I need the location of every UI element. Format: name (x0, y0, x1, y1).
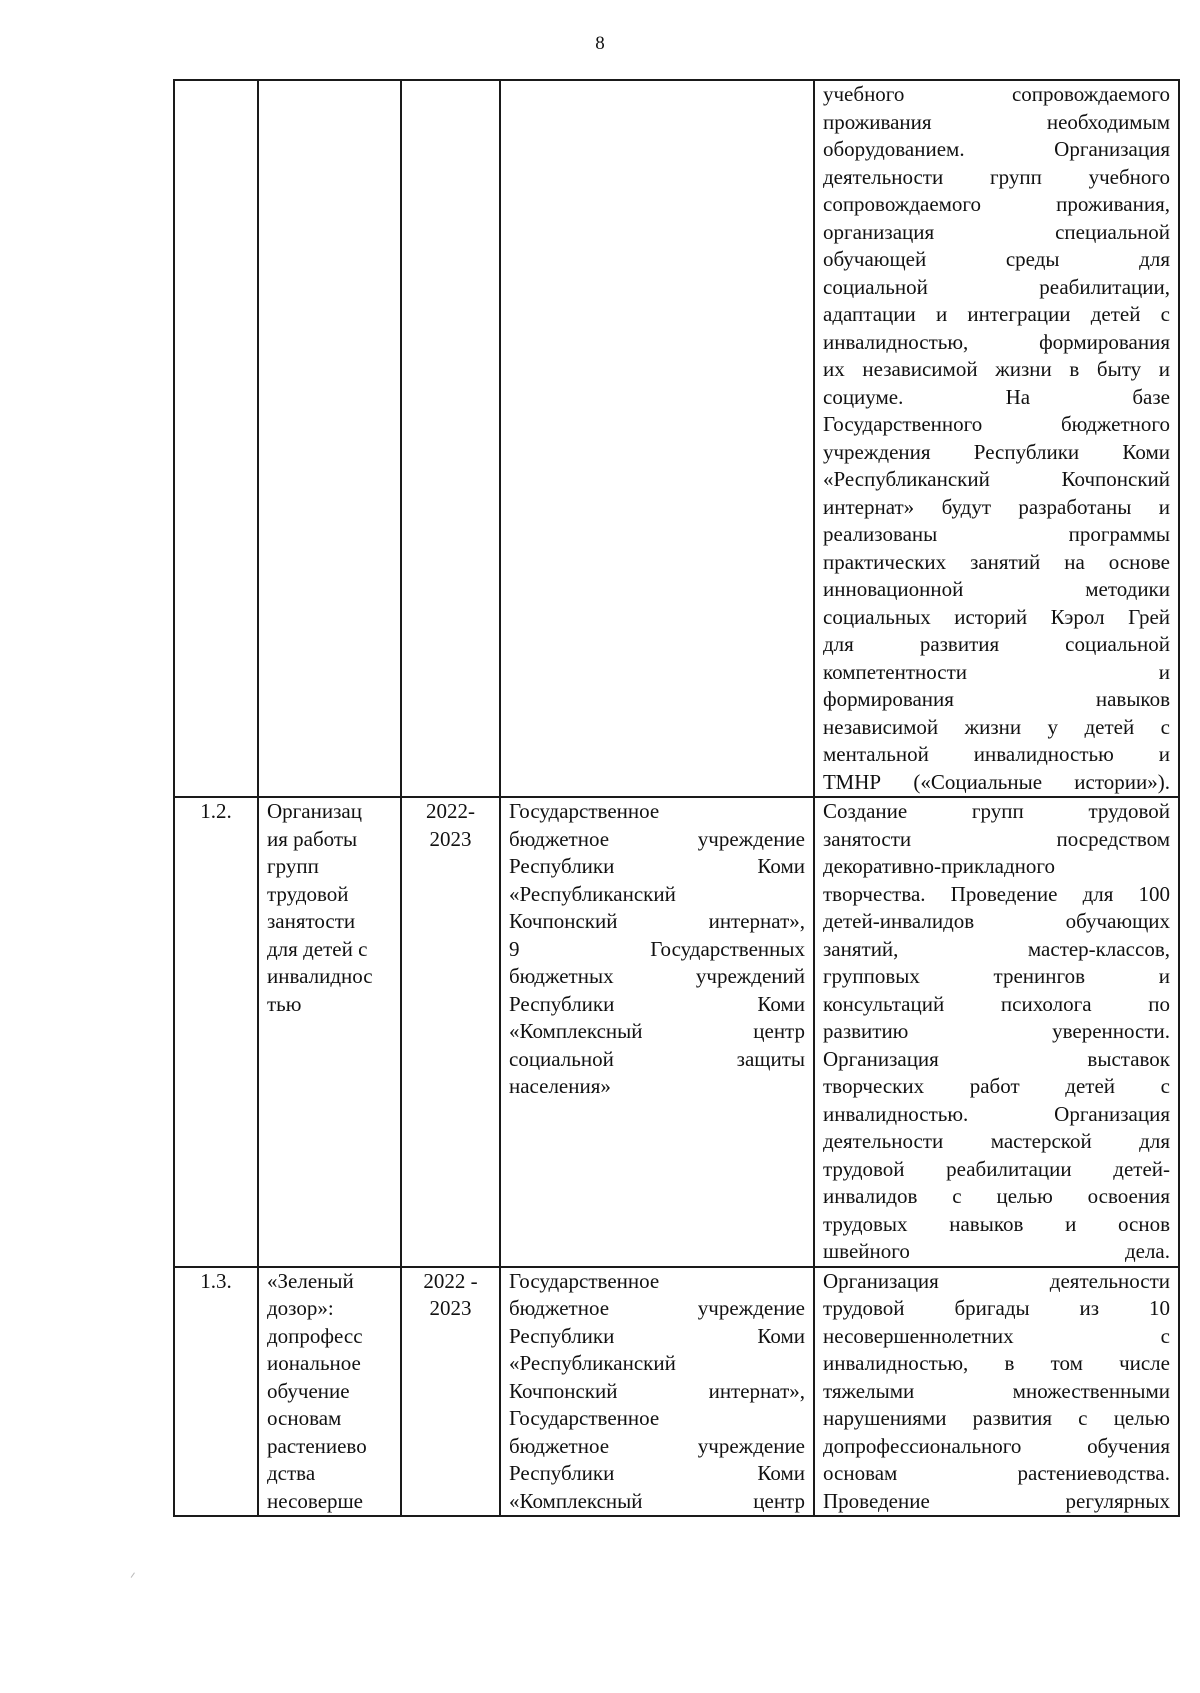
cell-line: социуме. На базе (823, 384, 1170, 409)
period-cell (401, 1267, 500, 1517)
cell-line: детей-инвалидов обучающих (823, 909, 1170, 933)
cell-line: дства (267, 1461, 316, 1485)
cell-line: растениево (267, 1433, 367, 1458)
cell-line: Республики Коми (509, 991, 805, 1016)
period-cell (401, 797, 500, 1267)
cell-line: социальной реабилитации, (823, 274, 1170, 299)
cell-line: «Республиканский (509, 881, 676, 906)
cell-line: адаптации и интеграции детей с (823, 302, 1170, 326)
cell-line: групп (267, 854, 319, 878)
cell-line: допрофессионального обучения (823, 1433, 1170, 1458)
cell-line: «Республиканский (509, 1351, 676, 1375)
cell-line: реализованы программы (823, 522, 1170, 546)
cell-line: бюджетное учреждение (509, 1433, 805, 1458)
plan-table-body (174, 80, 1179, 1516)
cell-line: учреждения Республики Коми (823, 439, 1170, 464)
cell-line: творчества. Проведение для 100 (823, 881, 1170, 906)
cell-line: бюджетное учреждение (509, 826, 805, 851)
cell-line: основам (267, 1406, 342, 1430)
cell-line: тью (267, 991, 302, 1016)
table-row (174, 80, 1179, 797)
cell-line: Государственное (509, 1406, 660, 1430)
cell-line: 9 Государственных (509, 936, 805, 961)
executors-cell (500, 797, 814, 1267)
cell-line: инновационной методики (823, 577, 1170, 601)
cell-line: практических занятий на основе (823, 549, 1170, 574)
period-cell (401, 80, 500, 797)
cell-line: ТМНР («Социальные истории»). (823, 769, 1170, 794)
event-cell (258, 797, 401, 1267)
cell-line: интернат» будут разработаны и (823, 494, 1170, 519)
cell-line: иональное (267, 1351, 361, 1375)
cell-line: Создание групп трудовой (823, 799, 1170, 823)
cell-line: тяжелыми множественными (823, 1378, 1170, 1403)
cell-line: деятельности групп учебного (823, 164, 1170, 189)
result-cell (814, 797, 1179, 1267)
cell-line: Организац (267, 799, 362, 823)
table-row (174, 797, 1179, 1267)
result-cell (814, 80, 1179, 797)
executors-cell (500, 80, 814, 797)
cell-line: трудовой (267, 881, 349, 906)
cell-line: дозор»: (267, 1296, 334, 1320)
cell-line: Кочпонский интернат», (509, 909, 805, 933)
cell-line: бюджетное учреждение (509, 1296, 805, 1320)
cell-line: для развития социальной (823, 632, 1170, 656)
cell-line: швейного дела. (823, 1239, 1170, 1263)
cell-line: ия работы (267, 826, 358, 851)
cell-line: организация специальной (823, 219, 1170, 244)
cell-line: инвалидностью, формирования (823, 329, 1170, 354)
cell-line: несовершеннолетних с (823, 1323, 1170, 1348)
cell-line: компетентности и (823, 659, 1170, 684)
cell-line: инвалидностью. Организация (823, 1101, 1170, 1126)
cell-line: основам растениеводства. (823, 1461, 1170, 1485)
cell-line: «Комплексный центр (509, 1488, 805, 1513)
cell-line: трудовых навыков и основ (823, 1211, 1170, 1236)
cell-line: «Зеленый (267, 1268, 354, 1293)
cell-line: Государственное (509, 1268, 660, 1293)
cell-line: ментальной инвалидностью и (823, 742, 1170, 766)
cell-line: Государственное (509, 799, 660, 823)
table-row (174, 1267, 1179, 1517)
cell-line: Кочпонский интернат», (509, 1378, 805, 1403)
cell-line: обучающей среды для (823, 247, 1170, 271)
cell-line: формирования навыков (823, 687, 1170, 711)
plan-table (173, 79, 1180, 1517)
cell-line: Организация деятельности (823, 1268, 1170, 1293)
cell-line: 2023 (429, 1296, 472, 1320)
cell-line: обучение (267, 1378, 350, 1403)
cell-line: групповых тренингов и (823, 964, 1170, 988)
cell-line: Республики Коми (509, 1461, 805, 1485)
cell-line: творческих работ детей с (823, 1074, 1170, 1098)
row-number-cell (174, 80, 258, 797)
cell-line: Республики Коми (509, 854, 805, 878)
result-cell (814, 1267, 1179, 1517)
row-number-cell: 1.2. (174, 797, 258, 1267)
cell-line: оборудованием. Организация (823, 137, 1170, 161)
event-cell (258, 80, 401, 797)
cell-line: 2022 - (423, 1268, 478, 1293)
cell-line: сопровождаемого проживания, (823, 192, 1170, 216)
cell-line: трудовой реабилитации детей- (823, 1156, 1170, 1181)
cell-line: Государственного бюджетного (823, 412, 1170, 436)
cell-line: социальной защиты (509, 1046, 805, 1071)
executors-cell (500, 1267, 814, 1517)
cell-line: трудовой бригады из 10 (823, 1296, 1170, 1320)
cell-line: развитию уверенности. (823, 1019, 1170, 1043)
cell-line: занятости посредством (823, 826, 1170, 851)
cell-line: деятельности мастерской для (823, 1129, 1170, 1153)
cell-line: декоративно-прикладного (823, 854, 1055, 878)
scan-speck (131, 1572, 138, 1579)
cell-line: независимой жизни у детей с (823, 714, 1170, 739)
cell-line: инвалидов с целью освоения (823, 1184, 1170, 1208)
cell-line: для детей с (267, 936, 368, 961)
cell-line: их независимой жизни в быту и (823, 357, 1170, 381)
page-number: 8 (595, 33, 605, 54)
cell-line: нарушениями развития с целью (823, 1406, 1170, 1430)
cell-line: Проведение регулярных (823, 1488, 1170, 1513)
cell-line: 2022- (426, 799, 475, 823)
cell-line: «Комплексный центр (509, 1019, 805, 1043)
cell-line: бюджетных учреждений (509, 964, 805, 988)
cell-line: Республики Коми (509, 1323, 805, 1348)
cell-line: занятий, мастер-классов, (823, 936, 1170, 961)
cell-line: допрофесс (267, 1323, 363, 1348)
event-cell (258, 1267, 401, 1517)
cell-line: инвалиднос (267, 964, 373, 988)
cell-line: инвалидностью, в том числе (823, 1351, 1170, 1375)
cell-line: социальных историй Кэрол Грей (823, 604, 1170, 629)
cell-line: «Республиканский Кочпонский (823, 467, 1170, 491)
cell-line: консультаций психолога по (823, 991, 1170, 1016)
cell-line: учебного сопровождаемого (823, 82, 1170, 106)
cell-line: несоверше (267, 1488, 364, 1513)
cell-line: 2023 (429, 826, 472, 851)
cell-line: проживания необходимым (823, 109, 1170, 134)
cell-line: населения» (509, 1074, 611, 1098)
cell-line: занятости (267, 909, 356, 933)
cell-line: Организация выставок (823, 1046, 1170, 1071)
row-number-cell: 1.3. (174, 1267, 258, 1517)
